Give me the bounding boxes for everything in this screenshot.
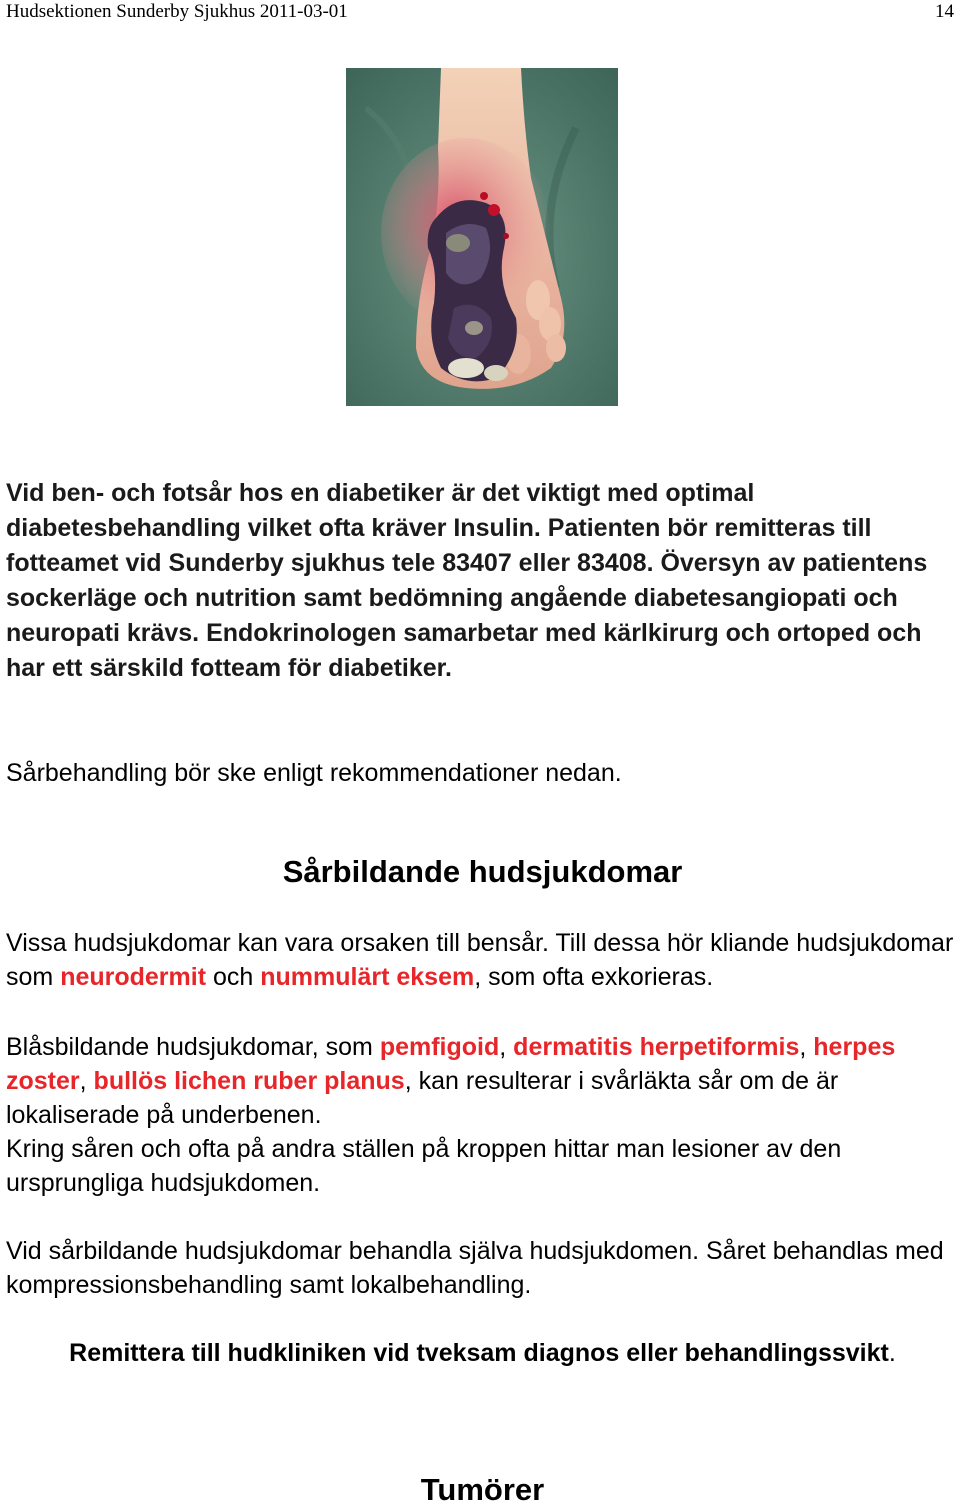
referral-instruction: Remittera till hudkliniken vid tveksam diagnos eller behandlingssvikt. — [69, 1339, 896, 1367]
treatment-recommendation: Sårbehandling bör ske enligt rekommendationer nedan. — [6, 759, 622, 787]
paragraph-blistering-diseases: Blåsbildande hudsjukdomar, som pemfigoid, dermatitis herpetiformis, herpes zoster, bullös lichen ruber planus, kan resulterar i svårläkta sår om de är lokaliserade på underbenen. — [6, 1033, 896, 1129]
paragraph-lesions: Kring såren och ofta på andra ställen på kroppen hittar man lesioner av den ursprungliga hudsjukdomen. — [6, 1135, 842, 1197]
next-section-heading: Tumörer — [420, 1472, 545, 1507]
diabetic-ulcer-paragraph: Vid ben- och fotsår hos en diabetiker är det viktigt med optimal diabetesbehandling vilket ofta kräver Insulin. Patienten bör remitteras till fotteamet vid Sunderby sjukhus tele 83407 eller 83408. Översyn av patientens sockerläge och nutrition samt bedömning angående diabetesangiopati och neuropati krävs. Endokrinologen samarbetar med kärlkirurg och ortoped och har ett särskild fotteam för diabetiker. — [6, 479, 928, 682]
clinical-photo-diabetic-foot-ulcer — [346, 68, 618, 406]
term-herpes-zoster: herpes zoster — [6, 1033, 896, 1095]
paragraph-treatment: Vid sårbildande hudsjukdomar behandla själva hudsjukdomen. Såret behandlas med kompressionsbehandling samt lokalbehandling. — [6, 1237, 944, 1299]
term-pemfigoid: pemfigoid — [379, 1033, 500, 1061]
term-nummulart-eksem: nummulärt eksem — [260, 963, 475, 991]
term-dermatitis-herpetiformis: dermatitis herpetiformis — [513, 1033, 800, 1061]
page-number: 14 — [935, 1, 954, 22]
section-heading: Sårbildande hudsjukdomar — [282, 854, 683, 889]
paragraph-itchy-skin-diseases: Vissa hudsjukdomar kan vara orsaken till bensår. Till dessa hör kliande hudsjukdomar som neurodermit och nummulärt eksem, som ofta exkorieras. — [6, 929, 954, 991]
term-bullos-lichen-ruber-planus: bullös lichen ruber planus — [93, 1067, 405, 1095]
term-neurodermit: neurodermit — [60, 963, 207, 991]
document-header: Hudsektionen Sunderby Sjukhus 2011-03-01 — [6, 1, 348, 22]
